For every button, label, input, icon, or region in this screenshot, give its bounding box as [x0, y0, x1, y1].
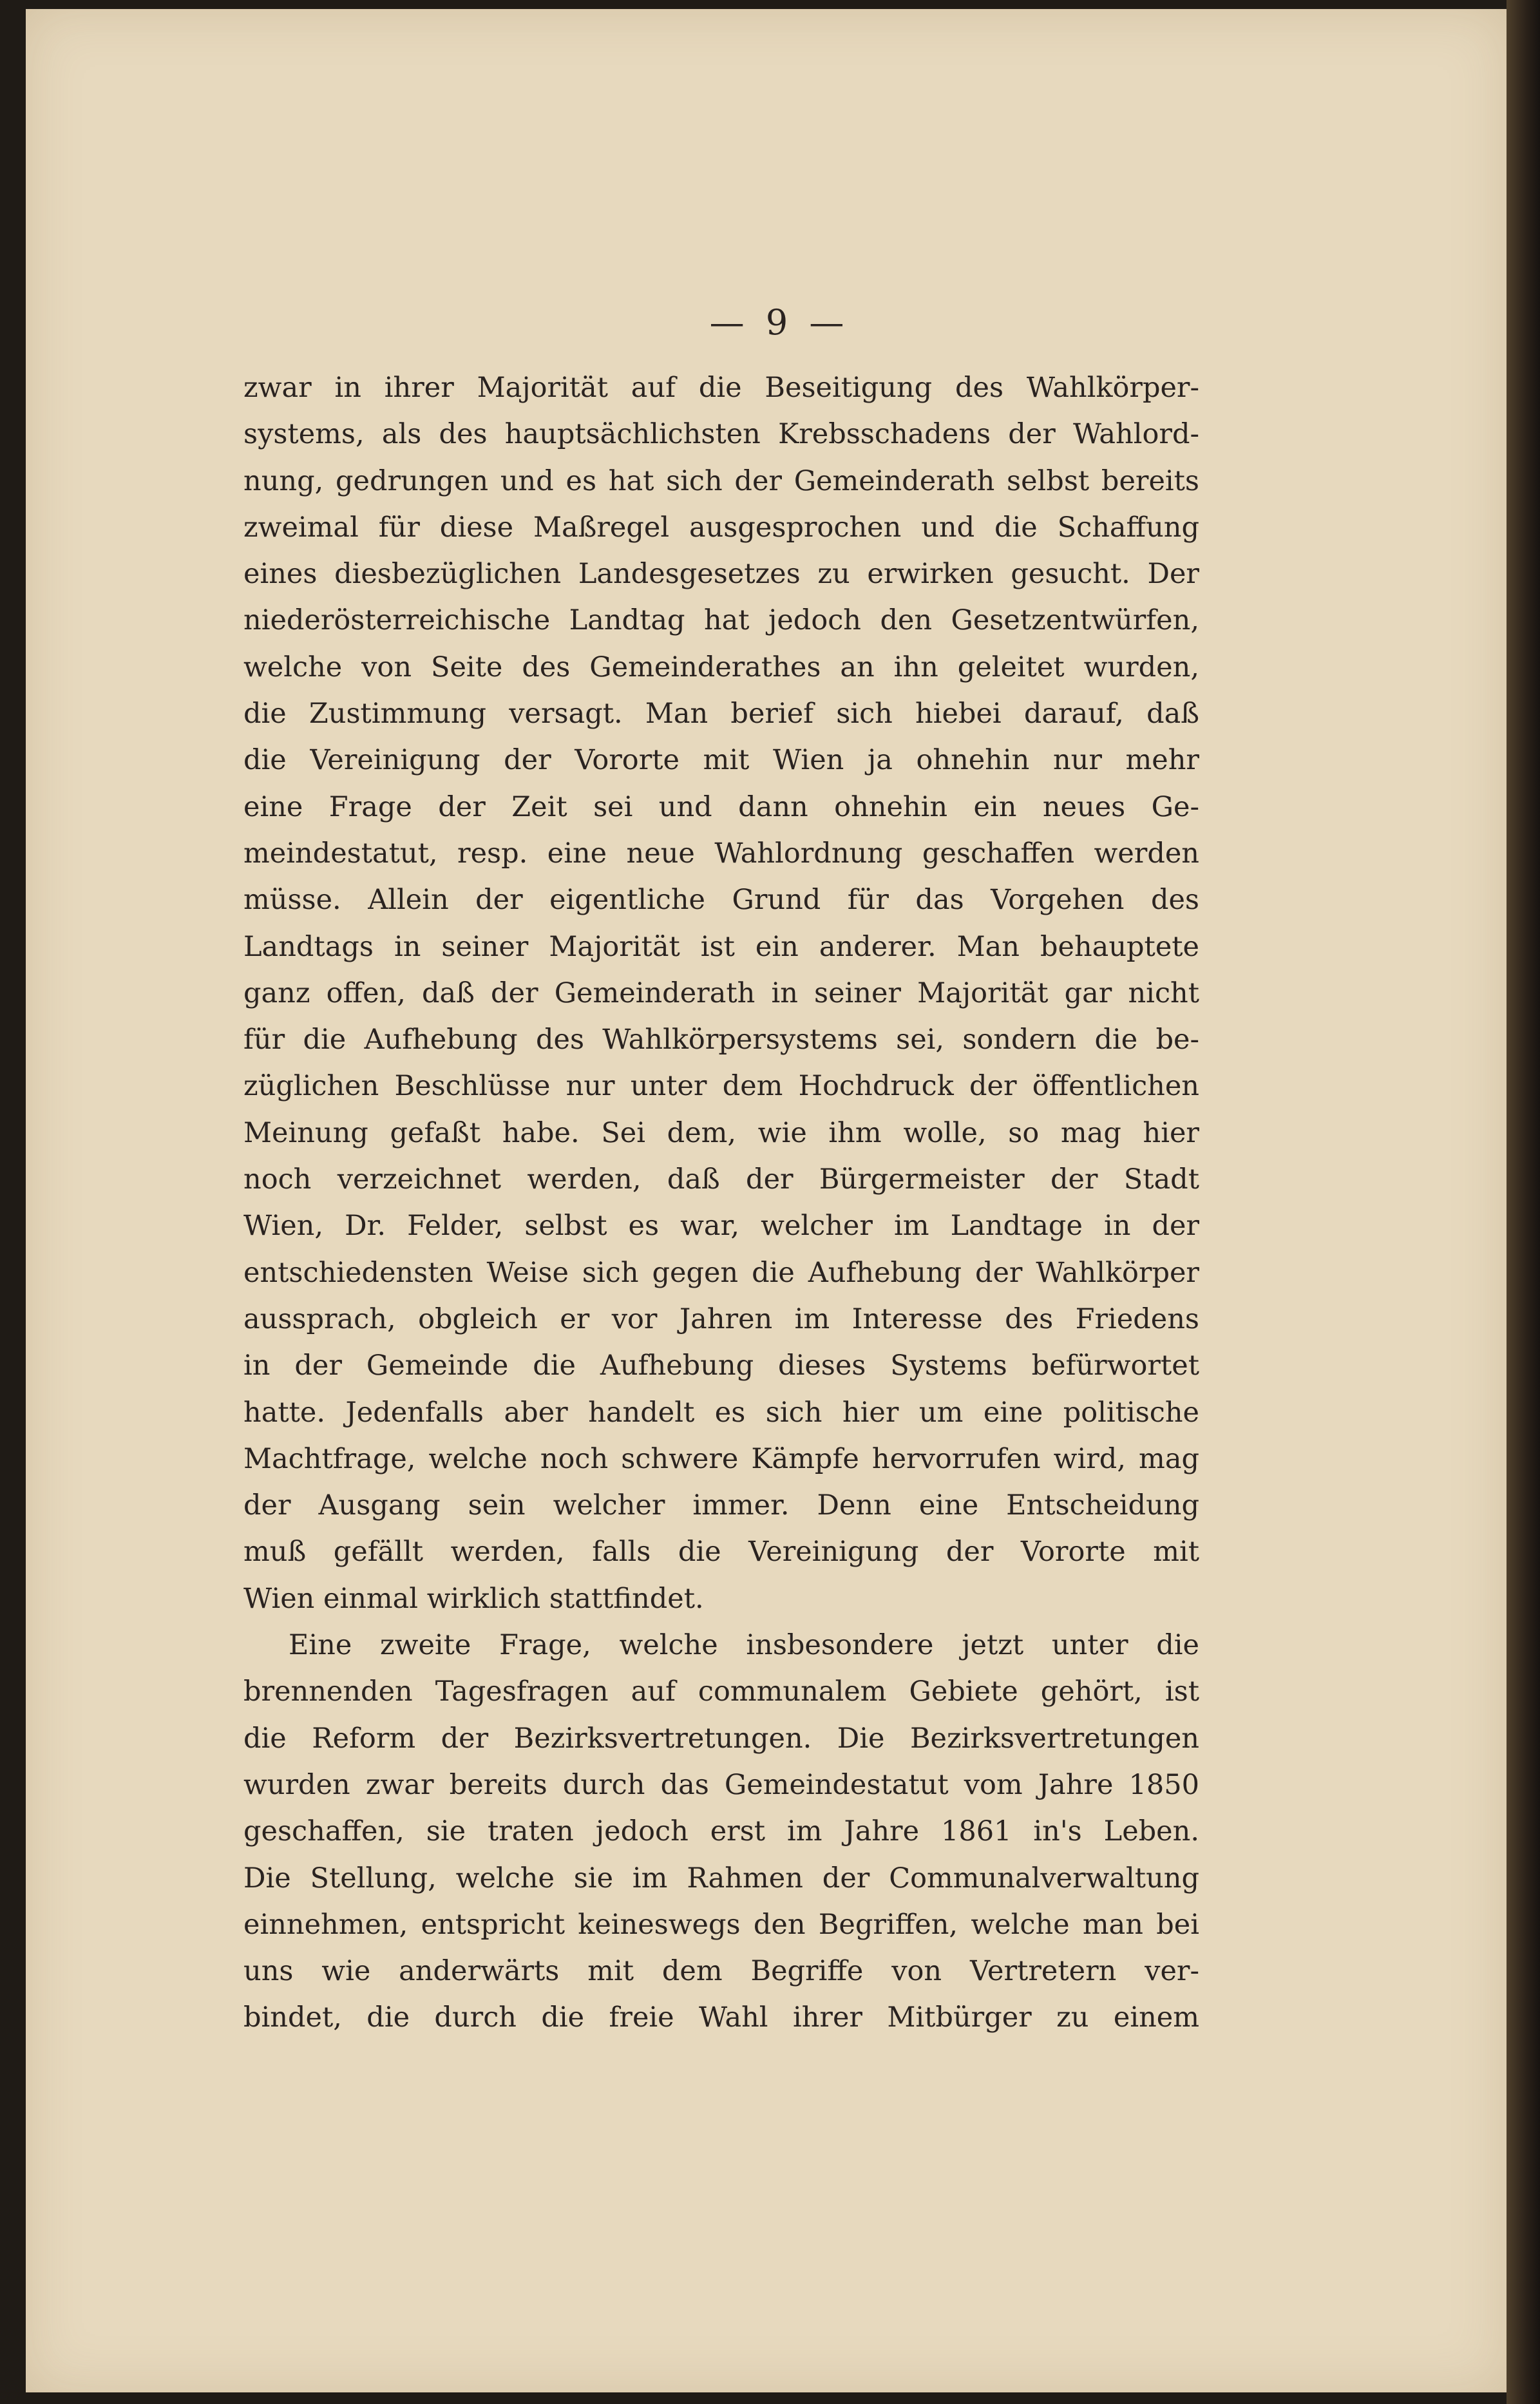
text-line: der Ausgang sein welcher immer. Denn eine Entscheidung — [243, 1489, 1199, 1522]
text-line: Eine zweite Frage, welche insbesondere jetzt unter die — [289, 1629, 1199, 1662]
text-line: hatte. Jedenfalls aber handelt es sich hier um eine politische — [243, 1396, 1199, 1429]
page-number: — 9 — — [709, 302, 850, 343]
body-text — [243, 365, 1199, 2041]
text-line: zwar in ihrer Majorität auf die Beseitigung des Wahlkörper- — [243, 372, 1199, 404]
text-line: die Zustimmung versagt. Man berief sich hiebei darauf, daß — [243, 698, 1199, 730]
text-line: für die Aufhebung des Wahlkörpersystems sei, sondern die be- — [243, 1024, 1199, 1056]
text-line: Machtfrage, welche noch schwere Kämpfe hervorrufen wird, mag — [243, 1442, 1199, 1475]
text-line: züglichen Beschlüsse nur unter dem Hochdruck der öffentlichen — [243, 1070, 1199, 1103]
book-spine-edge — [1507, 0, 1540, 2404]
text-line: wurden zwar bereits durch das Gemeindestatut vom Jahre 1850 — [243, 1768, 1199, 1801]
text-line: Wien einmal wirklich stattfindet. — [243, 1582, 704, 1615]
text-line: niederösterreichische Landtag hat jedoch den Gesetzentwürfen, — [243, 604, 1199, 637]
text-line: entschiedensten Weise sich gegen die Aufhebung der Wahlkörper — [243, 1256, 1199, 1289]
text-line: welche von Seite des Gemeinderathes an ihn geleitet wurden, — [243, 651, 1199, 683]
text-line: eines diesbezüglichen Landesgesetzes zu erwirken gesucht. Der — [243, 558, 1199, 591]
text-line: Wien, Dr. Felder, selbst es war, welcher im Landtage in der — [243, 1210, 1199, 1243]
text-line: aussprach, obgleich er vor Jahren im Interesse des Friedens — [243, 1302, 1199, 1335]
text-line: die Vereinigung der Vororte mit Wien ja ohnehin nur mehr — [243, 744, 1199, 777]
text-line: eine Frage der Zeit sei und dann ohnehin ein neues Ge- — [243, 790, 1199, 823]
text-line: systems, als des hauptsächlichsten Krebsschadens der Wahlord- — [243, 418, 1199, 451]
text-line: einnehmen, entspricht keineswegs den Begriffen, welche man bei — [243, 1908, 1199, 1941]
text-line: Die Stellung, welche sie im Rahmen der Communalverwaltung — [243, 1862, 1199, 1894]
text-line: Meinung gefaßt habe. Sei dem, wie ihm wolle, so mag hier — [243, 1116, 1199, 1149]
text-line: nung, gedrungen und es hat sich der Gemeinderath selbst bereits — [243, 464, 1199, 497]
text-line: Landtags in seiner Majorität ist ein anderer. Man behauptete — [243, 930, 1199, 963]
text-line: muß gefällt werden, falls die Vereinigung der Vororte mit — [243, 1536, 1199, 1569]
text-line: müsse. Allein der eigentliche Grund für das Vorgehen des — [243, 884, 1199, 917]
text-line: uns wie anderwärts mit dem Begriffe von Vertretern ver- — [243, 1955, 1199, 1988]
text-line: noch verzeichnet werden, daß der Bürgermeister der Stadt — [243, 1163, 1199, 1196]
text-line: zweimal für diese Maßregel ausgesprochen und die Schaffung — [243, 511, 1199, 544]
text-line: die Reform der Bezirksvertretungen. Die Bezirksvertretungen — [243, 1722, 1199, 1755]
text-line: brennenden Tagesfragen auf communalem Gebiete gehört, ist — [243, 1675, 1199, 1708]
text-line: ganz offen, daß der Gemeinderath in seiner Majorität gar nicht — [243, 977, 1199, 1009]
text-line: meindestatut, resp. eine neue Wahlordnung geschaffen werden — [243, 837, 1199, 870]
text-line: in der Gemeinde die Aufhebung dieses Systems befürwortet — [243, 1350, 1199, 1382]
text-line: geschaffen, sie traten jedoch erst im Jahre 1861 in's Leben. — [243, 1815, 1199, 1848]
text-line: bindet, die durch die freie Wahl ihrer Mitbürger zu einem — [243, 2001, 1199, 2034]
